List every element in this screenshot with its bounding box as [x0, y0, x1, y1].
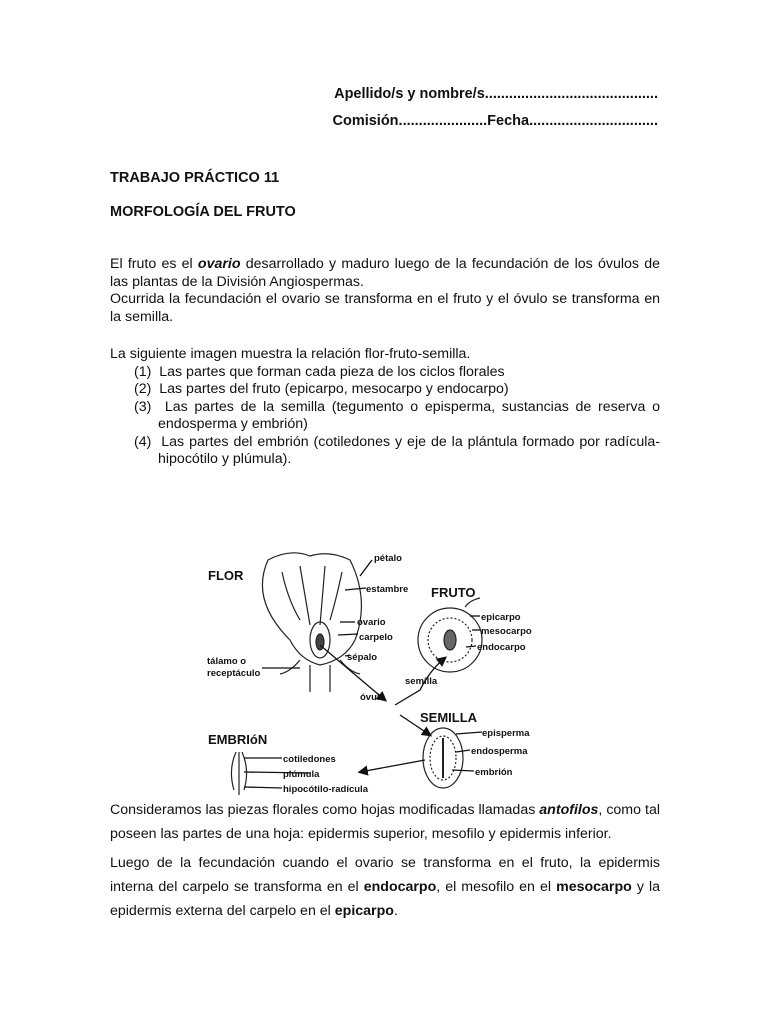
image-intro-block: [110, 346, 660, 469]
label-mesocarpo: mesocarpo: [481, 626, 532, 637]
intro-paragraph: [110, 256, 660, 326]
para4-text: , el mesofilo en el: [436, 879, 557, 895]
intro-text: El fruto es el: [110, 256, 198, 272]
label-talamo: tálamo o: [207, 656, 247, 667]
intro-emphasis: ovario: [197, 256, 241, 272]
name-field-line: Apellido/s y nombre/s...........................................: [334, 86, 658, 102]
para4-text: y la epidermis externa del carpelo en el: [110, 879, 660, 919]
para4-text: .: [393, 903, 398, 919]
paragraph-text: [110, 798, 660, 846]
page-subtitle: MORFOLOGÍA DEL FRUTO: [110, 204, 296, 220]
label-hipocotilo: hipocótilo-radícula: [283, 784, 368, 795]
list-item: (2) Las partes del fruto (epicarpo, mesocarpo y endocarpo): [134, 381, 509, 397]
label-ovario: ovario: [357, 617, 386, 628]
list-item: (3) Las partes de la semilla (tegumento o episperma, sustancias de reserva o endosperma y embrión): [134, 398, 660, 432]
list-item-text: Las partes del embrión (cotiledones y eje de la plántula formado por radícula-hipocótilo y plúmula).: [158, 433, 660, 467]
label-epicarpo: epicarpo: [481, 612, 521, 623]
label-ovulo: óvulo: [360, 692, 386, 703]
page-title: TRABAJO PRÁCTICO 11: [110, 170, 280, 186]
image-intro-text: La siguiente imagen muestra la relación flor-fruto-semilla.: [110, 346, 471, 362]
label-embrion: embrión: [475, 767, 513, 778]
intro-line-2: Ocurrida la fecundación el ovario se transforma en el fruto y el óvulo se transforma en la semilla.: [110, 291, 660, 325]
label-carpelo: carpelo: [359, 632, 393, 643]
label-flor: FLOR: [208, 568, 244, 583]
label-fruto: FRUTO: [431, 585, 476, 600]
antofilos-paragraph: [110, 798, 660, 846]
list-item-text: Las partes del fruto (epicarpo, mesocarpo y endocarpo): [159, 381, 509, 397]
label-sepalo: sépalo: [347, 652, 378, 663]
label-embrion-title: EMBRIóN: [208, 732, 268, 747]
term-endocarpo: endocarpo: [363, 879, 437, 895]
flower-fruit-seed-diagram: [195, 546, 532, 806]
para3-text-after: , como tal poseen las partes de una hoja: epidermis superior, mesofilo y epidermis inferior.: [110, 802, 660, 842]
label-receptaculo: receptáculo: [207, 668, 261, 679]
list-item-text: Las partes que forman cada pieza de los ciclos florales: [159, 363, 505, 380]
fruit-drawing: [418, 598, 482, 672]
label-cotiledones: cotiledones: [283, 754, 336, 765]
label-semilla: semilla: [405, 676, 438, 687]
label-semilla-title: SEMILLA: [420, 710, 478, 725]
list-item: (1) Las partes que forman cada pieza de los ciclos florales: [134, 363, 505, 380]
commission-field: Comisión......................: [332, 113, 488, 129]
intro-text-after: desarrollado y maduro luego de la fecundación de los óvulos de las plantas de la División Angiospermas.: [110, 256, 660, 290]
paragraph-text: [110, 851, 660, 923]
list-item-text: Las partes de la semilla (tegumento o episperma, sustancias de reserva o endosperma y embrión): [158, 398, 660, 432]
label-endocarpo: endocarpo: [477, 642, 526, 653]
transformation-paragraph: [110, 851, 660, 923]
label-plumula: plúmula: [283, 769, 320, 780]
list-item: (4) Las partes del embrión (cotiledones y eje de la plántula formado por radícula-hipocótilo y plúmula).: [134, 433, 660, 467]
para3-emphasis: antofilos: [539, 802, 599, 818]
para4-text: Luego de la fecundación cuando el ovario se transforma en el fruto, la epidermis interna del carpelo se transforma en el: [110, 855, 660, 895]
label-estambre: estambre: [366, 584, 409, 595]
parts-list: [110, 364, 660, 469]
label-episperma: episperma: [482, 728, 530, 739]
date-field: Fecha................................: [487, 113, 658, 129]
label-petalo: pétalo: [374, 553, 402, 564]
commission-date-line: [332, 113, 658, 129]
intro-line-1: [110, 256, 660, 291]
para3-text: Consideramos las piezas florales como hojas modificadas llamadas: [110, 802, 540, 818]
term-mesocarpo: mesocarpo: [556, 879, 632, 895]
seed-drawing: [423, 728, 463, 788]
label-endosperma: endosperma: [471, 746, 528, 757]
term-epicarpo: epicarpo: [334, 903, 394, 919]
